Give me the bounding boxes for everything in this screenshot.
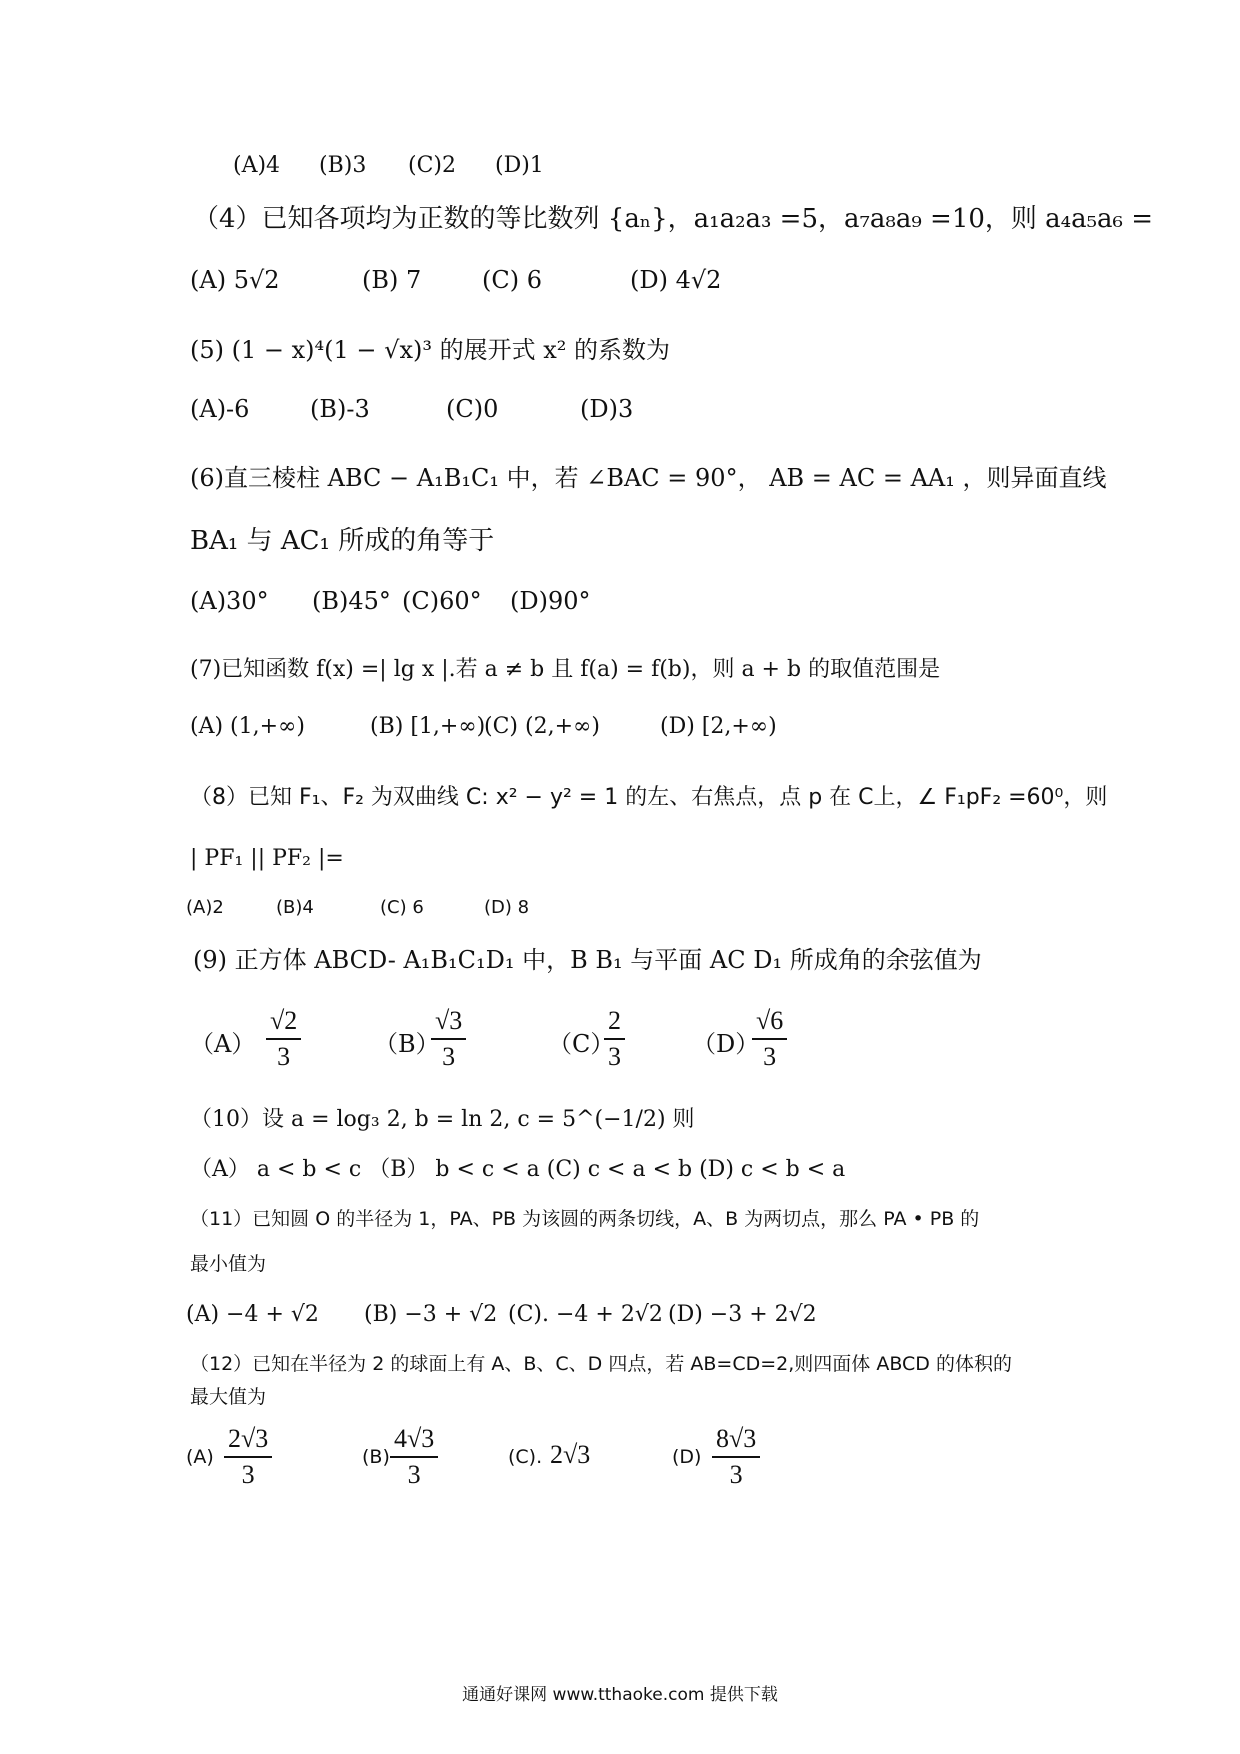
q5-option-c: (C)0 [446,395,499,423]
q12-option-d-fraction [712,1422,760,1492]
q8-option-d: (D) 8 [484,897,530,918]
q9-stem: (9) 正方体 ABCD- A₁B₁C₁D₁ 中，B B₁ 与平面 AC D₁ 所成角的余弦值为 [193,946,982,974]
q11-option-c: (C). −4 + 2√2 [508,1302,663,1327]
q11-option-b: (B) −3 + √2 [364,1302,498,1327]
q12-a-denominator: 3 [241,1460,255,1489]
q12-a-numerator: 2√3 [224,1422,272,1458]
q7-option-d: (D) [2,+∞) [660,714,777,739]
q4-option-a: (A) 5√2 [190,266,280,294]
q12-stem-line2: 最大值为 [190,1386,267,1408]
q6-option-d: (D)90° [510,587,591,615]
q3-option-d: (D)1 [495,153,544,178]
q6-option-c: (C)60° [402,587,482,615]
q9-option-d-fraction [752,1004,787,1074]
q12-d-numerator: 8√3 [712,1422,760,1458]
q12-b-denominator: 3 [407,1460,421,1489]
q12-stem-line1: （12）已知在半径为 2 的球面上有 A、B、C、D 四点，若 AB=CD=2,则四面体 ABCD 的体积的 [190,1353,1012,1375]
q6-option-a: (A)30° [190,587,269,615]
q9-option-b-label: （B） [374,1030,440,1058]
q9-b-numerator: √3 [431,1004,466,1040]
q12-d-denominator: 3 [729,1460,743,1489]
q12-option-d-label: (D) [672,1446,702,1468]
q9-option-c-label: （C） [548,1030,615,1058]
q11-option-d: (D) −3 + 2√2 [668,1302,817,1327]
q10-options: （A） a < b < c （B） b < c < a (C) c < a < b (D) c < b < a [190,1157,846,1182]
q4-stem: （4）已知各项均为正数的等比数列 {aₙ}，a₁a₂a₃ =5，a₇a₈a₉ =10，则 a₄a₅a₆ = [193,204,1153,234]
q12-option-a-fraction [224,1422,272,1492]
q12-option-b-fraction [390,1422,438,1492]
q3-option-c: (C)2 [408,153,456,178]
q8-option-a: (A)2 [186,897,224,918]
q11-stem-line1: （11）已知圆 O 的半径为 1，PA、PB 为该圆的两条切线，A、B 为两切点，那么 PA • PB 的 [190,1208,980,1230]
q12-b-numerator: 4√3 [390,1422,438,1458]
q9-option-c-fraction [604,1004,625,1074]
q7-option-c: (C) (2,+∞) [484,714,600,739]
page-footer: 通通好课网 www.tthaoke.com 提供下载 [462,1685,778,1705]
q9-a-numerator: √2 [266,1004,301,1040]
q9-c-numerator: 2 [604,1004,625,1040]
q6-option-b: (B)45° [312,587,391,615]
q6-stem-line1: (6)直三棱柱 ABC − A₁B₁C₁ 中，若 ∠BAC = 90°， AB = AC = AA₁ ，则异面直线 [190,464,1107,492]
q9-a-denominator: 3 [277,1042,291,1071]
q9-option-a-fraction [266,1004,301,1074]
q8-option-b: (B)4 [276,897,314,918]
q8-option-c: (C) 6 [380,897,424,918]
q12-option-c-label: (C). [508,1446,543,1468]
q8-stem-line2: | PF₁ || PF₂ |= [190,846,344,871]
q12-option-a-label: (A) [186,1446,214,1468]
q5-option-d: (D)3 [580,395,634,423]
q9-b-denominator: 3 [442,1042,456,1071]
q8-stem-line1: （8）已知 F₁、F₂ 为双曲线 C: x² − y² = 1 的左、右焦点，点 p 在 C上，∠ F₁pF₂ =60⁰，则 [190,785,1108,810]
q9-option-a-label: （A） [190,1030,256,1058]
q3-option-a: (A)4 [233,153,281,178]
q4-option-d: (D) 4√2 [630,266,722,294]
q9-d-denominator: 3 [763,1042,777,1071]
q7-option-b: (B) [1,+∞) [370,714,486,739]
q5-stem: (5) (1 − x)⁴(1 − √x)³ 的展开式 x² 的系数为 [190,336,670,364]
q4-option-b: (B) 7 [362,266,422,294]
q4-option-c: (C) 6 [482,266,542,294]
q5-option-a: (A)-6 [190,395,250,423]
q5-option-b: (B)-3 [310,395,370,423]
q11-option-a: (A) −4 + √2 [186,1302,319,1327]
q9-option-d-label: （D） [692,1030,760,1058]
q11-stem-line2: 最小值为 [190,1253,267,1275]
q10-stem: （10）设 a = log₃ 2, b = ln 2, c = 5^(−1/2) 则 [190,1107,695,1132]
q12-option-c-value: 2√3 [550,1440,591,1469]
q7-stem: (7)已知函数 f(x) =| lg x |.若 a ≠ b 且 f(a) = f(b)，则 a + b 的取值范围是 [190,657,941,682]
q9-c-denominator: 3 [608,1042,621,1071]
q9-option-b-fraction [431,1004,466,1074]
q9-d-numerator: √6 [752,1004,787,1040]
q12-option-b-label: (B) [362,1446,390,1468]
q3-option-b: (B)3 [319,153,367,178]
q6-stem-line2: BA₁ 与 AC₁ 所成的角等于 [190,526,495,556]
q7-option-a: (A) (1,+∞) [190,714,305,739]
